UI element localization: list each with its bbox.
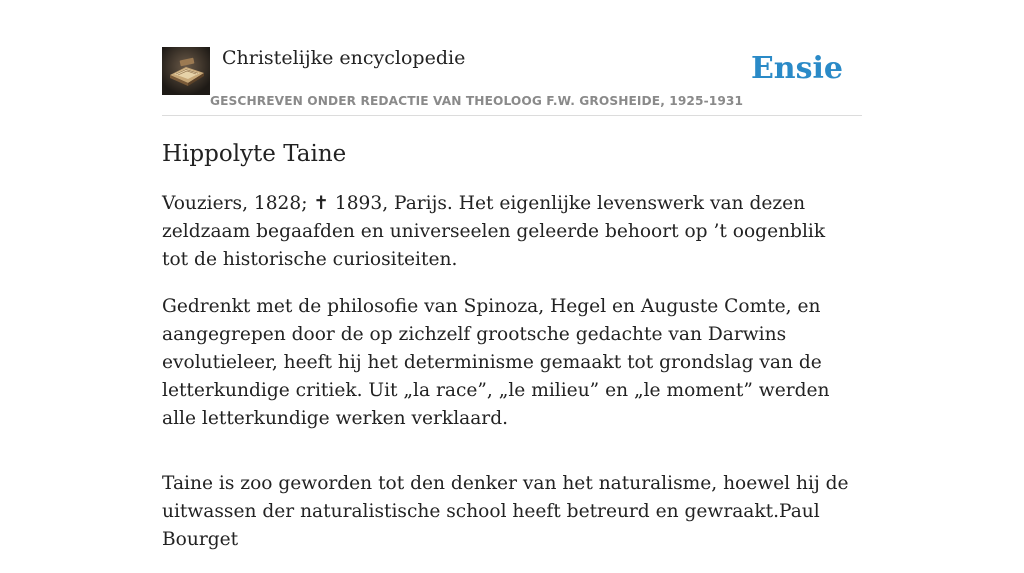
article-title: Hippolyte Taine <box>162 141 347 167</box>
article-paragraph: Gedrenkt met de philosofie van Spinoza, Hegel en Auguste Comte, en aangegrepen door de op zichzelf grootsche gedachte van Darwins evolutieleer, heeft hij het determinisme gemaakt tot grondslag van de letterkundige critiek. Uit „la race”, „le milieu” en „le moment” werden alle letterkundige werken verklaard. <box>162 296 830 429</box>
brand-logo-link[interactable]: Ensie <box>750 51 843 86</box>
article-paragraph: Vouziers, 1828; ✝ 1893, Parijs. Het eigenlijke levenswerk van dezen zeldzaam begaafden en universeelen geleerde behoort op ’t oogenblik tot de historische curiositeiten. <box>162 193 826 270</box>
article <box>162 138 852 573</box>
site-title[interactable]: Christelijke encyclopedie <box>222 47 466 69</box>
site-header <box>162 46 862 116</box>
book-photo-icon <box>162 47 210 95</box>
avatar[interactable] <box>162 47 210 95</box>
article-paragraph: Taine is zoo geworden tot den denker van het naturalisme, hoewel hij de uitwassen der naturalistische school heeft betreurd en gewraakt.Paul Bourget <box>162 473 849 550</box>
site-subtitle: GESCHREVEN ONDER REDACTIE VAN THEOLOOG F.W. GROSHEIDE, 1925-1931 <box>210 94 744 108</box>
